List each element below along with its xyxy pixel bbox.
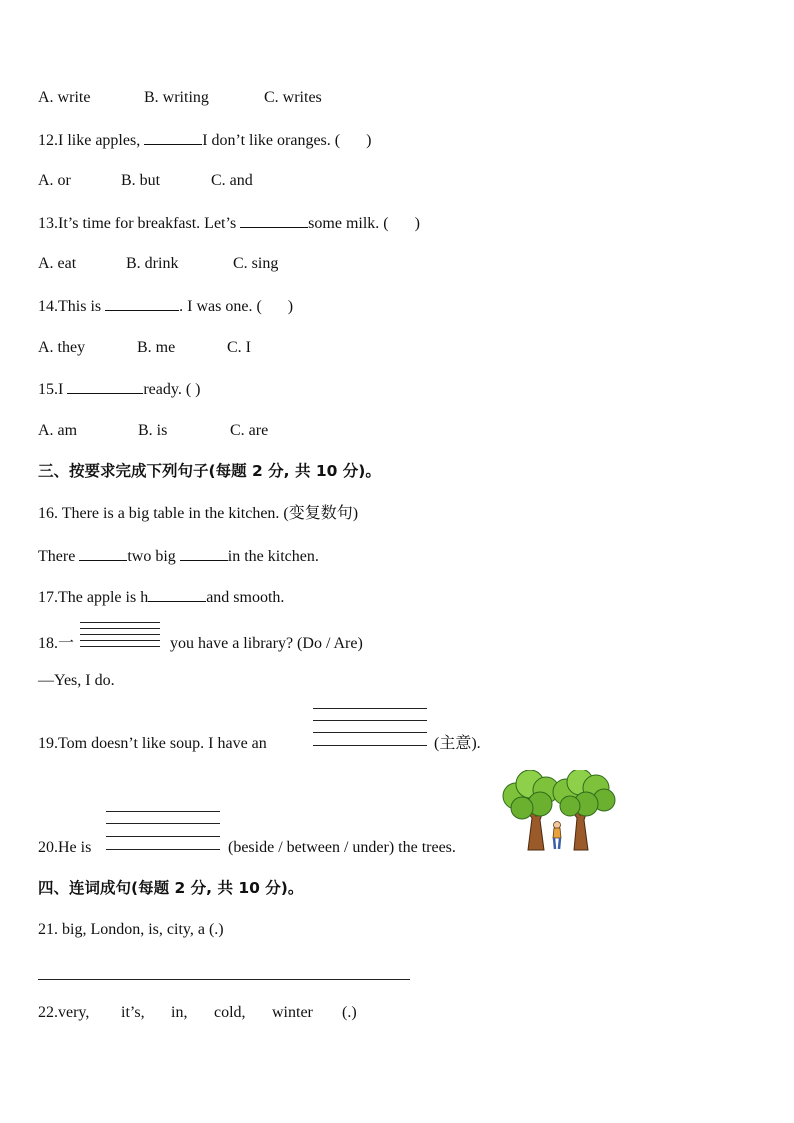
q20-question: 20.He is [38,839,92,856]
q11-option-c: C. writes [264,89,322,106]
q11-option-a: A. write [38,89,91,106]
q11-option-b: B. writing [144,89,209,106]
boy-figure [553,822,561,850]
q20-answer-lines[interactable] [106,811,220,851]
q17-text-before: 17.The apple is h [38,589,149,606]
q16-blank-2[interactable] [180,546,228,561]
q18-text: you have a library? (Do / Are) [170,635,363,652]
q14-text-before: 14.This is [38,298,106,315]
q18-reply: —Yes, I do. [38,672,115,689]
q12-option-a: A. or [38,172,71,189]
q15-option-c: C. are [230,422,269,439]
q14-options [38,338,251,358]
q12-option-b: B. but [121,172,161,189]
q14-option-a: A. they [38,339,86,356]
q12-options [38,171,253,191]
q12-text-before: 12.I like apples, [38,132,145,149]
q13-paren-close: ) [414,215,420,232]
q15-options [38,421,268,441]
q12-text-after: I don’t like oranges. ( [202,132,341,149]
section-3-title: 三、按要求完成下列句子(每题 2 分, 共 10 分)。 [38,462,381,480]
q12-blank[interactable] [144,130,202,145]
q22-word-2: it’s, [121,1004,145,1021]
q12-paren-close: ) [366,132,372,149]
q15-text-before: 15.I [38,381,68,398]
q13-option-b: B. drink [126,255,179,272]
q14-option-b: B. me [137,339,176,356]
q13-options [38,254,278,274]
q21-question: 21. big, London, is, city, a (.) [38,921,224,938]
q15-text-after: ready. ( ) [143,381,201,398]
q16-answer-start: There [38,548,80,565]
q13-text-before: 13.It’s time for breakfast. Let’s [38,215,241,232]
q19-question: 19.Tom doesn’t like soup. I have an [38,735,267,752]
q22-word-6: (.) [342,1004,357,1021]
q18-answer-lines[interactable] [80,622,160,648]
q13-text-after: some milk. ( [308,215,389,232]
q15-option-a: A. am [38,422,78,439]
q16-question: 16. There is a big table in the kitchen. (变复数句) [38,505,359,522]
q22-word-5: winter [272,1004,313,1021]
q17-text-after: and smooth. [206,589,285,606]
q14-option-c: C. I [227,339,251,356]
q15-option-b: B. is [138,422,168,439]
q13-question [38,213,420,234]
q22-word-1: 22.very, [38,1004,90,1021]
section-4-title: 四、连词成句(每题 2 分, 共 10 分)。 [38,879,304,897]
q19-hint: (主意). [434,735,481,752]
q13-option-a: A. eat [38,255,77,272]
q22-question [38,1003,357,1023]
q12-question [38,130,371,151]
q14-text-after: . I was one. ( [179,298,262,315]
q11-options [38,88,322,108]
q22-word-4: cold, [214,1004,246,1021]
q18-question [38,634,74,654]
q16-blank-1[interactable] [79,546,127,561]
q18-number: 18.一 [38,635,75,652]
q14-question [38,296,293,317]
q15-blank[interactable] [67,379,143,394]
q16-answer-end: in the kitchen. [227,548,319,565]
q14-paren-close: ) [287,298,294,315]
q14-blank[interactable] [105,296,179,311]
q13-blank[interactable] [240,213,308,228]
q16-answer-mid: two big [127,548,180,565]
q22-word-3: in, [171,1004,188,1021]
q15-question [38,379,200,400]
q17-question [38,587,284,608]
q17-blank[interactable] [148,587,206,602]
q16-answer-line [38,546,319,567]
q19-answer-lines[interactable] [313,708,427,748]
q13-option-c: C. sing [233,255,279,272]
q20-options-text: (beside / between / under) the trees. [228,839,456,856]
q12-option-c: C. and [211,172,253,189]
trees-with-boy-illustration [500,770,618,854]
q21-answer-line[interactable] [38,979,410,980]
